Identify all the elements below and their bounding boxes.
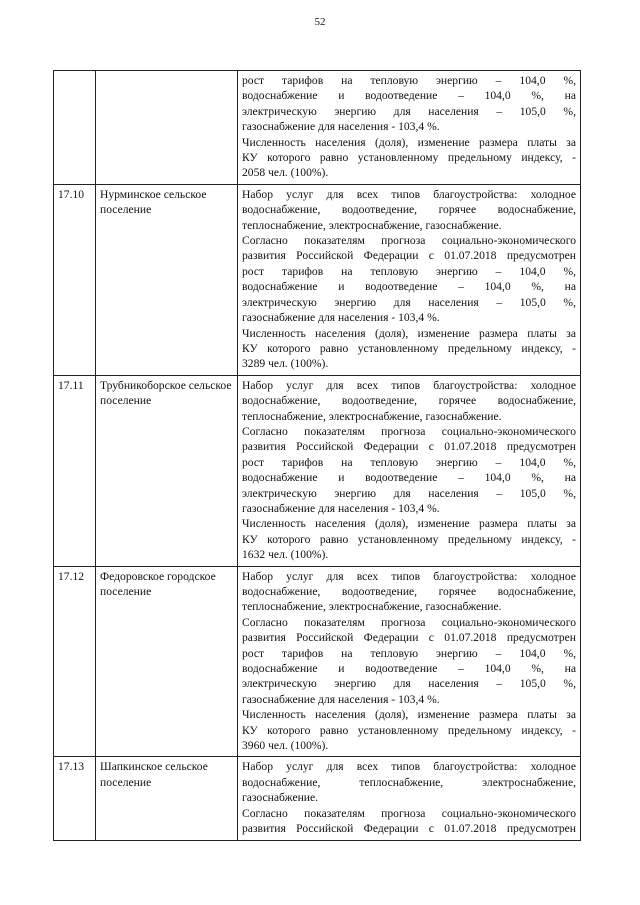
description-line: рост тарифов на тепловую энергию – 104,0 %, [242,74,576,87]
table-row [54,375,581,566]
row-number: 17.13 [54,757,96,840]
settlement-name: Нурминское сельское поселение [96,184,238,375]
description-line: 2058 чел. (100%). [242,166,329,180]
description-line: Согласно показателям прогноза социально-экономического [242,234,576,248]
table-row [54,184,581,375]
municipality-table [53,70,581,841]
description-line: водоснабжение, водоотведение, горячее водоснабжение, [242,585,576,598]
description-line: теплоснабжение, электроснабжение, газоснабжение. [242,600,502,614]
description-line: КУ которого равно установленному предельному индексу, - [242,723,576,737]
description-line: развития Российской Федерации с 01.07.2018 предусмотрен [242,440,576,454]
description-line: водоснабжение и водоотведение – 104,0 %, на [242,280,576,294]
description-line: развития Российской Федерации с 01.07.2018 предусмотрен [242,822,576,836]
description-line: Численность населения (доля), изменение размера платы за [242,326,576,340]
description-line: Набор услуг для всех типов благоустройства: холодное [242,187,576,201]
description-line: Численность населения (доля), изменение размера платы за [242,135,576,149]
description-line: Набор услуг для всех типов благоустройства: холодное [242,378,576,392]
description-line: электрическую энергию для населения – 105,0 %, [242,295,576,309]
settlement-name [96,71,238,185]
description-line: электрическую энергию для населения – 105,0 %, [242,677,576,691]
description-line: 1632 чел. (100%). [242,548,329,562]
service-description [238,757,581,840]
description-line: Численность населения (доля), изменение размера платы за [242,517,576,531]
table-row [54,566,581,757]
description-line: газоснабжение. [242,791,319,805]
description-line: Набор услуг для всех типов благоустройства: холодное [242,760,576,774]
description-line: КУ которого равно установленному предельному индексу, - [242,532,576,546]
description-line: теплоснабжение, электроснабжение, газоснабжение. [242,409,502,423]
description-line: водоснабжение, водоотведение, горячее водоснабжение, [242,203,576,217]
description-line: Согласно показателям прогноза социально-экономического [242,806,576,820]
settlement-name: Шапкинское сельское поселение [96,757,238,840]
table-body [54,71,581,841]
description-line: водоснабжение и водоотведение – 104,0 %, на [242,471,576,485]
page-number: 52 [314,16,326,28]
settlement-name: Федоровское городское поселение [96,566,238,757]
service-description [238,71,581,185]
row-number: 17.10 [54,184,96,375]
description-line: рост тарифов на тепловую энергию – 104,0 %, [242,646,576,660]
table-row [54,71,581,185]
row-number [54,71,96,185]
description-line: 3960 чел. (100%). [242,739,329,753]
description-line: 3289 чел. (100%). [242,357,329,371]
description-line: Согласно показателям прогноза социально-экономического [242,424,576,438]
description-line: водоснабжение, теплоснабжение, электроснабжение, [242,775,576,789]
table-row [54,757,581,840]
description-line: газоснабжение для населения - 103,4 %. [242,120,440,134]
row-number: 17.11 [54,375,96,566]
description-line: водоснабжение и водоотведение – 104,0 %, на [242,662,576,676]
description-line: рост тарифов на тепловую энергию – 104,0 %, [242,455,576,469]
description-line: электрическую энергию для населения – 105,0 %, [242,104,576,118]
description-line: теплоснабжение, электроснабжение, газоснабжение. [242,218,502,232]
settlement-name: Трубникоборское сельское поселение [96,375,238,566]
description-line: развития Российской Федерации с 01.07.2018 предусмотрен [242,249,576,263]
description-line: Численность населения (доля), изменение размера платы за [242,708,576,722]
description-line: Набор услуг для всех типов благоустройства: холодное [242,569,576,583]
service-description [238,375,581,566]
service-description [238,566,581,757]
description-line: КУ которого равно установленному предельному индексу, - [242,341,576,355]
description-line: развития Российской Федерации с 01.07.2018 предусмотрен [242,631,576,645]
description-line: водоснабжение и водоотведение – 104,0 %, на [242,89,576,103]
description-line: газоснабжение для населения - 103,4 %. [242,311,440,325]
service-description [238,184,581,375]
description-line: КУ которого равно установленному предельному индексу, - [242,151,576,165]
description-line: рост тарифов на тепловую энергию – 104,0 %, [242,264,576,278]
description-line: газоснабжение для населения - 103,4 %. [242,501,440,515]
description-line: электрическую энергию для населения – 105,0 %, [242,486,576,500]
description-line: водоснабжение, водоотведение, горячее водоснабжение, [242,394,576,408]
description-line: Согласно показателям прогноза социально-экономического [242,615,576,629]
row-number: 17.12 [54,566,96,757]
description-line: газоснабжение для населения - 103,4 %. [242,692,440,706]
